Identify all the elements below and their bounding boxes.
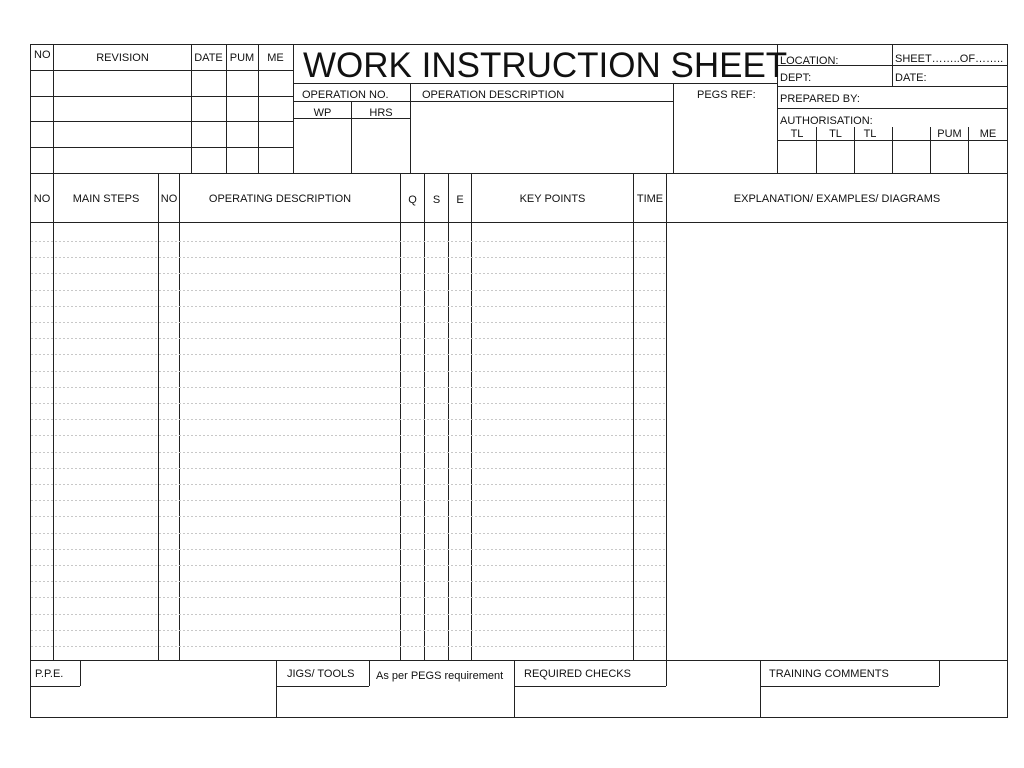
auth-col-pum: PUM bbox=[937, 128, 962, 140]
hrs-field[interactable] bbox=[352, 119, 410, 172]
operation-description-label: OPERATION DESCRIPTION bbox=[422, 89, 565, 101]
rev-date-header: DATE bbox=[194, 52, 223, 64]
location-label: LOCATION: bbox=[780, 55, 839, 67]
required-checks-field[interactable] bbox=[515, 687, 760, 717]
rev-me-header: ME bbox=[267, 52, 284, 64]
explanation-diagram-area[interactable] bbox=[667, 223, 1007, 660]
operation-no-label: OPERATION NO. bbox=[302, 89, 389, 101]
time-header: TIME bbox=[636, 193, 664, 205]
ppe-label: P.P.E. bbox=[35, 668, 64, 680]
date-label: DATE: bbox=[895, 72, 927, 84]
pegs-ref-field[interactable] bbox=[674, 102, 777, 172]
auth-col-tl-1: TL bbox=[790, 128, 804, 140]
wp-field[interactable] bbox=[294, 119, 351, 172]
prepared-by-label: PREPARED BY: bbox=[780, 93, 860, 105]
wp-label: WP bbox=[313, 107, 332, 119]
page-title: WORK INSTRUCTION SHEET bbox=[303, 46, 788, 85]
training-comments-field[interactable] bbox=[761, 687, 1007, 717]
jigs-tools-field[interactable] bbox=[277, 687, 514, 717]
auth-col-tl-2: TL bbox=[829, 128, 842, 140]
rev-no-header: NO bbox=[34, 49, 51, 61]
s-header: S bbox=[432, 194, 441, 206]
sheet-of-label: SHEET……..OF…….. bbox=[895, 53, 1004, 65]
dept-label: DEPT: bbox=[780, 72, 812, 84]
e-header: E bbox=[456, 194, 464, 206]
jigs-tools-label: JIGS/ TOOLS bbox=[287, 668, 355, 680]
ppe-field[interactable] bbox=[31, 687, 276, 717]
pegs-ref-label: PEGS REF: bbox=[697, 89, 756, 101]
steps-table-body[interactable] bbox=[31, 223, 666, 660]
jigs-note: As per PEGS requirement bbox=[376, 670, 504, 682]
hrs-label: HRS bbox=[369, 107, 393, 119]
steps-no2-header: NO bbox=[160, 193, 178, 205]
main-steps-header: MAIN STEPS bbox=[72, 193, 140, 205]
training-comments-label: TRAINING COMMENTS bbox=[769, 668, 889, 680]
auth-col-tl-3: TL bbox=[863, 128, 877, 140]
authorisation-label: AUTHORISATION: bbox=[780, 115, 873, 127]
q-header: Q bbox=[408, 194, 417, 206]
required-checks-label: REQUIRED CHECKS bbox=[524, 668, 631, 680]
explanation-header: EXPLANATION/ EXAMPLES/ DIAGRAMS bbox=[733, 193, 941, 205]
auth-col-me: ME bbox=[979, 128, 997, 140]
authorisation-signatures[interactable] bbox=[778, 141, 1007, 172]
operation-description-field[interactable] bbox=[411, 102, 673, 172]
key-points-header: KEY POINTS bbox=[519, 193, 586, 205]
operating-description-header: OPERATING DESCRIPTION bbox=[208, 193, 352, 205]
rev-revision-header: REVISION bbox=[96, 52, 149, 64]
steps-no-header: NO bbox=[33, 193, 51, 205]
revision-entries[interactable] bbox=[31, 71, 293, 172]
rev-pum-header: PUM bbox=[229, 52, 255, 64]
